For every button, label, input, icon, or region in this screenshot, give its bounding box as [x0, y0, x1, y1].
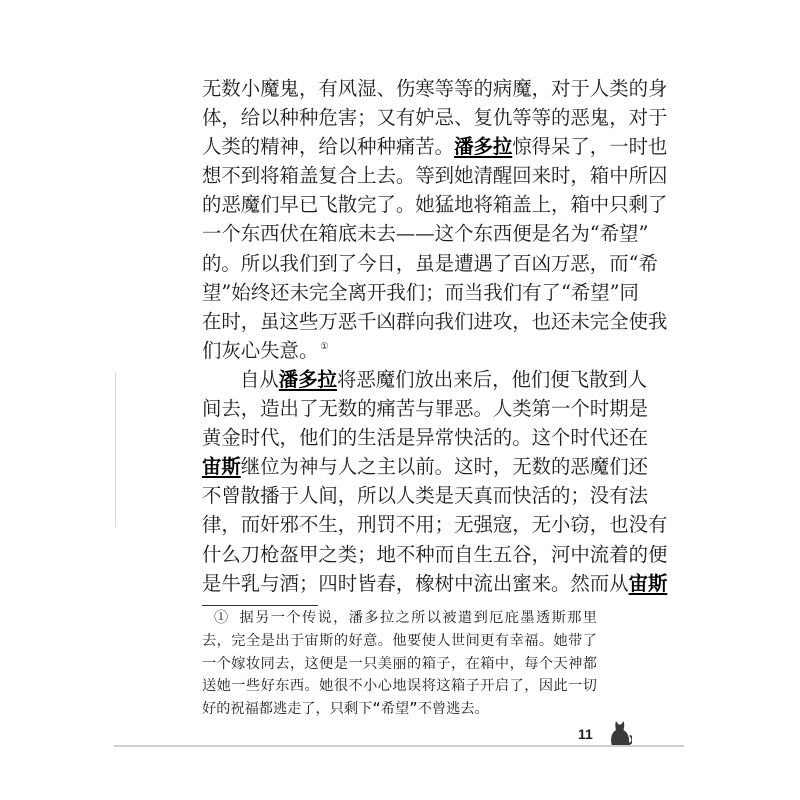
name-pandora: 潘多拉 [454, 135, 513, 159]
footnote-divider [202, 605, 318, 606]
text-line: 想不到将箱盖复合上去。等到她清醒回来时，箱中所囚 [202, 164, 668, 188]
footnote-line: 一个嫁妆同去，这便是一只美丽的箱子，在箱中，每个天神都 [202, 655, 597, 672]
text-line: 一个东西伏在箱底未去——这个东西便是名为“希望” [202, 222, 649, 246]
text-line: 人类的精神，给以种种痛苦。潘多拉惊得呆了，一时也 [202, 135, 668, 159]
text-line: 无数小魔鬼，有风湿、伤寒等等的病魔，对于人类的身 [202, 77, 668, 100]
name-zeus: 宙斯 [202, 455, 241, 479]
text-line: 体，给以种种危害；又有妒忌、复仇等等的恶鬼，对于 [202, 106, 668, 130]
footnote [202, 607, 597, 721]
text-line: 律，而奸邪不生，刑罚不用；无强寇，无小窃，也没有 [202, 513, 668, 537]
text-line: 在时，虽这些万恶千凶群向我们进攻，也还未完全使我 [202, 309, 668, 333]
text-line: 黄金时代，他们的生活是异常快活的。这个时代还在 [202, 426, 648, 450]
text-line: 的恶魔们早已飞散完了。她猛地将箱盖上，箱中只剩了 [202, 193, 668, 217]
name-pandora: 潘多拉 [278, 367, 337, 391]
text-line: 们灰心失意。 ① [202, 338, 329, 362]
binding-shadow [115, 372, 116, 527]
text-line: 望”始终还未完全离开我们；而当我们有了“希望”同 [202, 280, 639, 304]
footnote-line: 送她一些好东西。她很不小心地误将这箱子开启了，因此一切 [202, 678, 597, 695]
text-line: 自从潘多拉将恶魔们放出来后，他们便飞散到人 [240, 367, 648, 391]
bottom-rule [114, 745, 684, 747]
text-line: 宙斯继位为神与人之主以前。这时，无数的恶魔们还 [202, 455, 648, 479]
text-line: 不曾散播于人间，所以人类是天真而快活的；没有法 [202, 484, 648, 508]
footnote-line: ① 据另一个传说，潘多拉之所以被遣到厄庇墨透斯那里 [214, 610, 597, 626]
footnote-line: 去，完全是出于宙斯的好意。他要使人世间更有幸福。她带了 [202, 632, 597, 649]
footnote-reference: ① [320, 342, 329, 353]
name-zeus: 宙斯 [628, 571, 668, 595]
body-text [202, 74, 668, 598]
page-number: 11 [578, 726, 593, 742]
text-line: 是牛乳与酒；四时皆春，橡树中流出蜜来。然而从宙斯 [202, 571, 668, 595]
text-line: 的。所以我们到了今日，虽是遭遇了百凶万恶，而“希 [202, 251, 658, 275]
footnote-line: 好的祝福都逃走了，只剩下“希望”不曾逃去。 [202, 701, 489, 718]
text-line: 什么刀枪盔甲之类；地不种而自生五谷，河中流着的便 [202, 542, 668, 566]
text-line: 间去，造出了无数的痛苦与罪恶。人类第一个时期是 [202, 397, 648, 421]
cat-icon [606, 716, 632, 746]
